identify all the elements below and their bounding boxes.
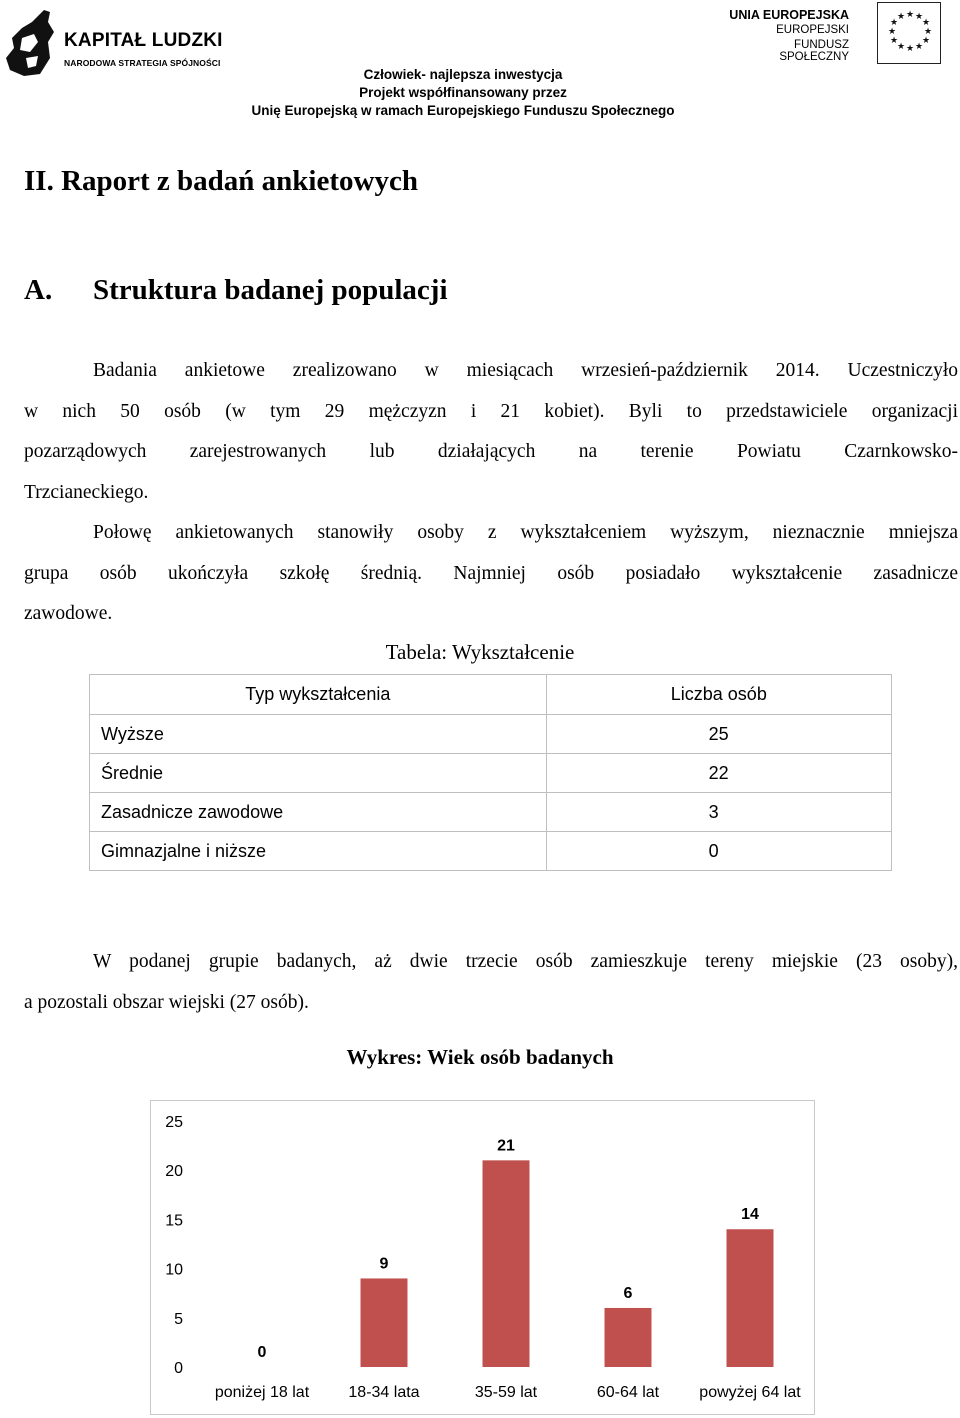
paragraph-1-line-4: Trzcianeckiego. [24, 481, 149, 503]
svg-text:★: ★ [890, 18, 899, 28]
y-tick-label: 25 [165, 1114, 183, 1131]
data-label: 6 [623, 1284, 633, 1302]
age-bar-chart [151, 1101, 814, 1414]
table-cell-type: Zasadnicze zawodowe [90, 793, 547, 832]
bar [727, 1229, 774, 1367]
x-tick-label: 60-64 lat [596, 1384, 660, 1401]
svg-text:★: ★ [915, 12, 924, 22]
eu-logo-line2: EUROPEJSKI [776, 24, 849, 36]
section-heading: II. Raport z badań ankietowych [24, 165, 418, 197]
svg-text:★: ★ [924, 27, 933, 37]
education-table [89, 674, 892, 871]
header-tagline-2: Projekt współfinansowany przez [359, 85, 567, 100]
paragraph-2-line-3: zawodowe. [24, 603, 113, 624]
table-cell-count: 22 [546, 754, 891, 793]
kapital-ludzki-subtitle: NARODOWA STRATEGIA SPÓJNOŚCI [64, 58, 221, 68]
header-tagline-1: Człowiek- najlepsza inwestycja [363, 67, 563, 82]
table-header-count: Liczba osób [546, 675, 891, 715]
table-cell-type: Średnie [90, 754, 547, 793]
data-label: 0 [257, 1344, 267, 1361]
table-row [90, 832, 892, 871]
table-cell-type: Gimnazjalne i niższe [90, 832, 547, 871]
y-tick-label: 0 [174, 1360, 183, 1377]
table-row [90, 715, 892, 754]
y-tick-label: 5 [174, 1310, 183, 1328]
svg-text:★: ★ [922, 36, 931, 46]
paragraph-3 [24, 942, 958, 1023]
paragraph-1-line-2: w nich 50 osób (w tym 29 mężczyzn i 21 kobiet). Byli to przedstawiciele organizacji [24, 400, 958, 422]
bar [483, 1160, 530, 1367]
eu-logo [725, 2, 945, 62]
y-tick-label: 10 [165, 1261, 183, 1279]
table-cell-count: 3 [546, 793, 891, 832]
svg-text:★: ★ [890, 36, 899, 46]
bar [605, 1308, 652, 1367]
svg-text:★: ★ [906, 44, 915, 54]
kapital-ludzki-icon [4, 8, 56, 78]
table-cell-type: Wyższe [90, 715, 547, 754]
svg-text:★: ★ [897, 12, 906, 22]
x-tick-label: 18-34 lata [348, 1384, 420, 1401]
eu-logo-line1: UNIA EUROPEJSKA [729, 8, 849, 22]
y-tick-label: 15 [165, 1212, 183, 1230]
svg-text:★: ★ [915, 42, 924, 52]
chart-caption: Wykres: Wiek osób badanych [346, 1045, 614, 1069]
x-tick-label: powyżej 64 lat [699, 1384, 801, 1401]
table-cell-count: 0 [546, 832, 891, 871]
table-header-type: Typ wykształcenia [90, 675, 547, 715]
subsection-number: A. [24, 274, 53, 306]
bar [361, 1278, 408, 1367]
kapital-ludzki-name: KAPITAŁ LUDZKI [64, 30, 223, 51]
paragraph-2-line-2: grupa osób ukończyła szkołę średnią. Najmniej osób posiadało wykształcenie zasadnicze [24, 562, 958, 584]
x-tick-label: poniżej 18 lat [214, 1384, 310, 1401]
y-tick-label: 20 [165, 1163, 183, 1181]
paragraph-1-line-3: pozarządowych zarejestrowanych lub działających na terenie Powiatu Czarnkowsko- [24, 441, 958, 462]
header-tagline-3: Unię Europejską w ramach Europejskiego Funduszu Społecznego [251, 103, 675, 118]
table-caption: Tabela: Wykształcenie [385, 640, 575, 664]
eu-logo-line3: FUNDUSZ SPOŁECZNY [779, 39, 849, 63]
paragraph-3-line-1: W podanej grupie badanych, aż dwie trzecie osób zamieszkuje tereny miejskie (23 osoby), [93, 951, 958, 972]
eu-flag-icon [877, 2, 941, 64]
paragraph-3-line-2: a pozostali obszar wiejski (27 osób). [24, 991, 309, 1013]
chart-frame [150, 1100, 815, 1415]
table-cell-count: 25 [546, 715, 891, 754]
kapital-ludzki-logo [4, 8, 234, 78]
svg-text:★: ★ [888, 27, 897, 37]
paragraph-2 [24, 513, 958, 635]
data-label: 9 [379, 1255, 389, 1273]
x-tick-label: 35-59 lat [474, 1384, 538, 1401]
data-label: 21 [497, 1137, 515, 1155]
paragraph-1 [24, 351, 958, 513]
svg-text:★: ★ [922, 18, 931, 28]
paragraph-1-line-1: Badania ankietowe zrealizowano w miesiącach wrzesień-październik 2014. Uczestniczyło [93, 360, 958, 381]
svg-text:★: ★ [906, 10, 915, 20]
paragraph-2-line-1: Połowę ankietowanych stanowiły osoby z wykształceniem wyższym, nieznacznie mniejsza [93, 522, 958, 543]
data-label: 14 [741, 1206, 759, 1224]
table-row [90, 793, 892, 832]
table-row [90, 754, 892, 793]
subsection-heading: Struktura badanej populacji [93, 274, 448, 306]
svg-text:★: ★ [897, 42, 906, 52]
table-header-row [90, 675, 892, 715]
